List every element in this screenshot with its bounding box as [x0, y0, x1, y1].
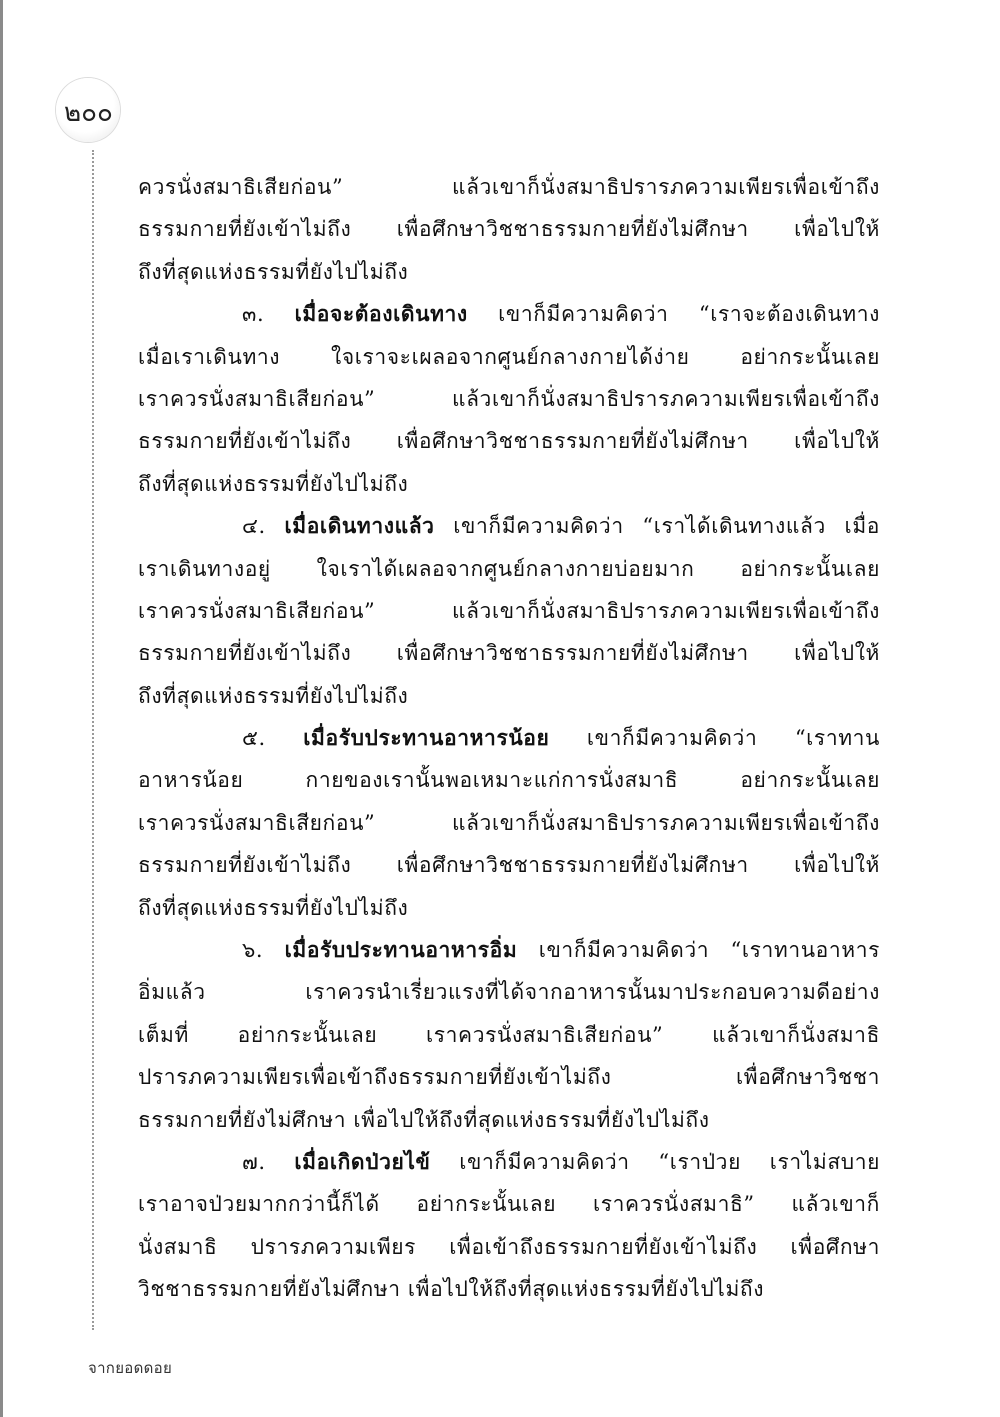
item-text: เขาก็มีความคิดว่า “เราทานอาหาร: [538, 938, 880, 963]
text-line: เมื่อเราเดินทาง ใจเราจะเผลอจากศูนย์กลางกายได้ง่าย อย่ากระนั้นเลย: [138, 344, 880, 369]
item-heading: เมื่อรับประทานอาหารน้อย: [303, 725, 550, 751]
item-text: เขาก็มีความคิดว่า “เราทาน: [586, 726, 880, 751]
text-line: ถึงที่สุดแห่งธรรมที่ยังไปไม่ถึง: [138, 683, 409, 708]
text-line: เราควรนั่งสมาธิเสียก่อน” แล้วเขาก็นั่งสมาธิปรารภความเพียรเพื่อเข้าถึง: [138, 386, 880, 411]
item-number: ๖.: [242, 938, 264, 963]
numbered-item-7: [138, 1141, 880, 1183]
item-heading: เมื่อจะต้องเดินทาง: [294, 301, 468, 327]
text-line: นั่งสมาธิ ปรารภความเพียร เพื่อเข้าถึงธรรมกายที่ยังเข้าไม่ถึง เพื่อศึกษา: [138, 1234, 880, 1259]
numbered-item-5: [138, 717, 880, 759]
numbered-item-3: [138, 293, 880, 335]
item-heading: เมื่อรับประทานอาหารอิ่ม: [284, 937, 518, 963]
text-line: ธรรมกายที่ยังเข้าไม่ถึง เพื่อศึกษาวิชชาธรรมกายที่ยังไม่ศึกษา เพื่อไปให้: [138, 429, 880, 454]
item-number: ๕.: [242, 726, 266, 751]
item-heading: เมื่อเกิดป่วยไข้: [294, 1148, 431, 1174]
page-left-edge: [0, 0, 3, 1417]
item-text: เขาก็มีความคิดว่า “เราจะต้องเดินทาง: [498, 302, 880, 327]
page-number: ๒๐๐: [64, 98, 113, 128]
item-number: ๔.: [242, 514, 266, 539]
text-line: เราควรนั่งสมาธิเสียก่อน” แล้วเขาก็นั่งสมาธิปรารภความเพียรเพื่อเข้าถึง: [138, 598, 880, 623]
text-line: อิ่มแล้ว เราควรนำเรี่ยวแรงที่ได้จากอาหารนั้นมาประกอบความดีอย่าง: [138, 980, 880, 1005]
item-number: ๓.: [242, 302, 265, 327]
text-line: ธรรมกายที่ยังไม่ศึกษา เพื่อไปให้ถึงที่สุดแห่งธรรมที่ยังไปไม่ถึง: [138, 1107, 710, 1132]
text-line: ธรรมกายที่ยังเข้าไม่ถึง เพื่อศึกษาวิชชาธรรมกายที่ยังไม่ศึกษา เพื่อไปให้: [138, 217, 880, 242]
numbered-item-4: [138, 505, 880, 547]
text-line: ถึงที่สุดแห่งธรรมที่ยังไปไม่ถึง: [138, 259, 409, 284]
numbered-item-6: [138, 929, 880, 971]
text-line: ควรนั่งสมาธิเสียก่อน” แล้วเขาก็นั่งสมาธิปรารภความเพียรเพื่อเข้าถึง: [138, 175, 880, 199]
text-line: เราควรนั่งสมาธิเสียก่อน” แล้วเขาก็นั่งสมาธิปรารภความเพียรเพื่อเข้าถึง: [138, 810, 880, 835]
text-line: วิชชาธรรมกายที่ยังไม่ศึกษา เพื่อไปให้ถึงที่สุดแห่งธรรมที่ยังไปไม่ถึง: [138, 1277, 765, 1302]
text-line: ถึงที่สุดแห่งธรรมที่ยังไปไม่ถึง: [138, 471, 409, 496]
text-line: ธรรมกายที่ยังเข้าไม่ถึง เพื่อศึกษาวิชชาธรรมกายที่ยังไม่ศึกษา เพื่อไปให้: [138, 641, 880, 666]
body-text: [138, 166, 880, 1311]
text-line: ปรารภความเพียรเพื่อเข้าถึงธรรมกายที่ยังเข้าไม่ถึง เพื่อศึกษาวิชชา: [138, 1065, 880, 1090]
text-line: อาหารน้อย กายของเรานั้นพอเหมาะแก่การนั่งสมาธิ อย่ากระนั้นเลย: [138, 768, 880, 793]
text-line: ธรรมกายที่ยังเข้าไม่ถึง เพื่อศึกษาวิชชาธรรมกายที่ยังไม่ศึกษา เพื่อไปให้: [138, 853, 880, 878]
margin-dotted-rule: [92, 150, 94, 1330]
text-line: เราอาจป่วยมากกว่านี้ก็ได้ อย่ากระนั้นเลย เราควรนั่งสมาธิ” แล้วเขาก็: [138, 1192, 880, 1217]
item-text: เขาก็มีความคิดว่า “เราได้เดินทางแล้ว เมื่อ: [453, 514, 880, 539]
item-heading: เมื่อเดินทางแล้ว: [284, 513, 435, 539]
item-number: ๗.: [242, 1149, 266, 1174]
running-footer: จากยอดดอย: [88, 1359, 173, 1377]
text-line: ถึงที่สุดแห่งธรรมที่ยังไปไม่ถึง: [138, 895, 409, 920]
text-line: เต็มที่ อย่ากระนั้นเลย เราควรนั่งสมาธิเสียก่อน” แล้วเขาก็นั่งสมาธิ: [138, 1022, 880, 1047]
text-line: เราเดินทางอยู่ ใจเราได้เผลอจากศูนย์กลางกายบ่อยมาก อย่ากระนั้นเลย: [138, 556, 880, 581]
item-text: เขาก็มีความคิดว่า “เราป่วย เราไม่สบาย: [459, 1149, 880, 1174]
